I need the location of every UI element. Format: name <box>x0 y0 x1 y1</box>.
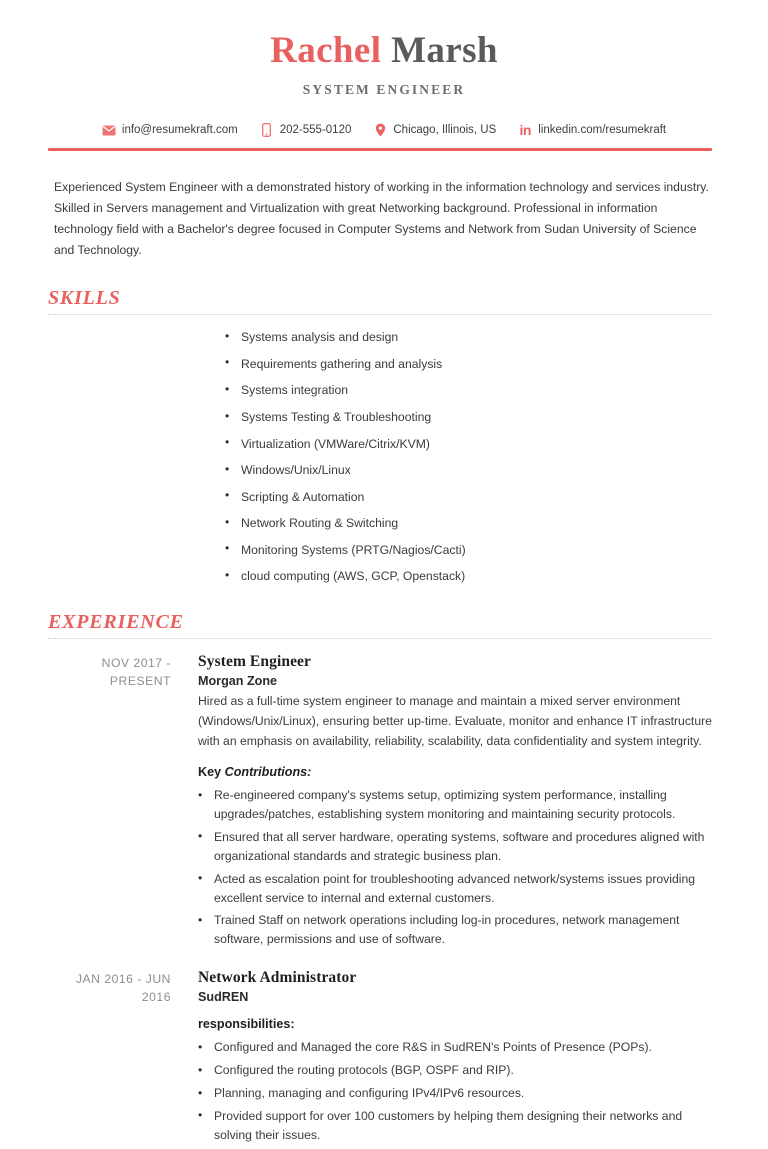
experience-bullet-list <box>198 1038 712 1145</box>
phone-icon <box>260 123 274 137</box>
linkedin-icon: in <box>519 122 531 139</box>
experience-bullet: • Re-engineered company's systems setup, optimizing system performance, installing upgrades/patches, establishing system monitoring and maintaining security protocols. <box>198 786 712 824</box>
candidate-name <box>0 30 768 71</box>
experience-bullet: • Provided support for over 100 customers by helping them designing their networks and solving their issues. <box>198 1107 712 1145</box>
resume-header <box>0 0 768 98</box>
contact-email-text: info@resumekraft.com <box>121 124 238 137</box>
experience-description: Hired as a full-time system engineer to manage and maintain a mixed server environment (Windows/Unix/Linux), ensuring better up-time. Evaluate, monitor and enhance IT infrastructure with an emphasis on availability, reliability, scalability, data confidentiality and system integrity. <box>198 694 712 749</box>
skill-item: • Monitoring Systems (PRTG/Nagios/Cacti) <box>225 541 712 559</box>
experience-subheading <box>198 765 712 779</box>
experience-section-title: EXPERIENCE <box>48 611 184 634</box>
experience-bullet: • Configured and Managed the core R&S in SudREN's Points of Presence (POPs). <box>198 1038 712 1057</box>
experience-role: System Engineer <box>198 653 312 671</box>
experience-date: NOV 2017 - PRESENT <box>101 656 171 689</box>
experience-section-head <box>48 611 712 639</box>
experience-company: Morgan Zone <box>198 674 278 689</box>
header-accent-divider <box>48 148 712 151</box>
skill-item: • Systems analysis and design <box>225 328 712 346</box>
skill-item: • Windows/Unix/Linux <box>225 461 712 479</box>
experience-bullet: • Configured the routing protocols (BGP, OSPF and RIP). <box>198 1061 712 1080</box>
skill-item: • Systems Testing & Troubleshooting <box>225 408 712 426</box>
candidate-job-title: SYSTEM ENGINEER <box>302 82 466 98</box>
experience-subheading-regular: Key <box>198 765 225 780</box>
experience-body <box>198 653 712 953</box>
first-name: Rachel <box>270 30 382 71</box>
experience-bullet: • Trained Staff on network operations including log-in procedures, network management software, permissions and use of software. <box>198 911 712 949</box>
skill-item: • Scripting & Automation <box>225 488 712 506</box>
contact-item-email[interactable] <box>91 123 249 137</box>
experience-company: SudREN <box>198 990 249 1005</box>
experience-item <box>48 653 712 953</box>
experience-subheading <box>198 1017 712 1031</box>
experience-subheading-italic: Contributions: <box>224 765 312 780</box>
skills-list <box>225 328 712 585</box>
experience-subheading-regular: responsibilities: <box>198 1017 295 1032</box>
contact-item-phone[interactable] <box>249 123 363 137</box>
contact-item-location[interactable] <box>362 123 507 137</box>
section-experience <box>0 611 768 1148</box>
skills-list-wrap <box>0 328 768 585</box>
contact-location-text: Chicago, Illinois, US <box>393 124 497 137</box>
skill-item: • Network Routing & Switching <box>225 514 712 532</box>
skill-item: • Virtualization (VMWare/Citrix/KVM) <box>225 435 712 453</box>
experience-bullet-list <box>198 786 712 949</box>
professional-summary: Experienced System Engineer with a demonstrated history of working in the information technology and services industry. Skilled in Servers management and Virtualization with great Networking background. Professional in information technology field with a Bachelor's degree focused in Computer Systems and Network from Sudan University of Science and Technology. <box>54 180 709 258</box>
experience-bullet: • Planning, managing and configuring IPv4/IPv6 resources. <box>198 1084 712 1103</box>
experience-role: Network Administrator <box>198 969 357 987</box>
experience-bullet: • Ensured that all server hardware, operating systems, software and procedures aligned with organizational standards and strategic business plan. <box>198 828 712 866</box>
experience-section-divider <box>48 638 712 639</box>
contact-phone-text: 202-555-0120 <box>279 124 352 137</box>
skill-item: • cloud computing (AWS, GCP, Openstack) <box>225 567 712 585</box>
experience-bullet: • Acted as escalation point for troubleshooting advanced network/systems issues providing excellent service to internal and external customers. <box>198 870 712 908</box>
section-skills <box>0 287 768 585</box>
experience-item <box>48 969 712 1149</box>
email-icon <box>102 123 116 137</box>
skill-item: • Requirements gathering and analysis <box>225 355 712 373</box>
experience-date: JAN 2016 - JUN 2016 <box>75 972 171 1004</box>
skill-item: • Systems integration <box>225 381 712 399</box>
contact-item-linkedin[interactable] <box>507 123 677 137</box>
contact-bar <box>0 123 768 137</box>
experience-body <box>198 969 712 1149</box>
contact-linkedin-text: linkedin.com/resumekraft <box>538 124 667 137</box>
skills-section-divider <box>48 314 712 315</box>
last-name: Marsh <box>391 30 498 71</box>
skills-section-title: SKILLS <box>48 287 121 310</box>
experience-list <box>0 653 768 1148</box>
location-pin-icon <box>373 123 387 137</box>
skills-section-head <box>48 287 712 315</box>
